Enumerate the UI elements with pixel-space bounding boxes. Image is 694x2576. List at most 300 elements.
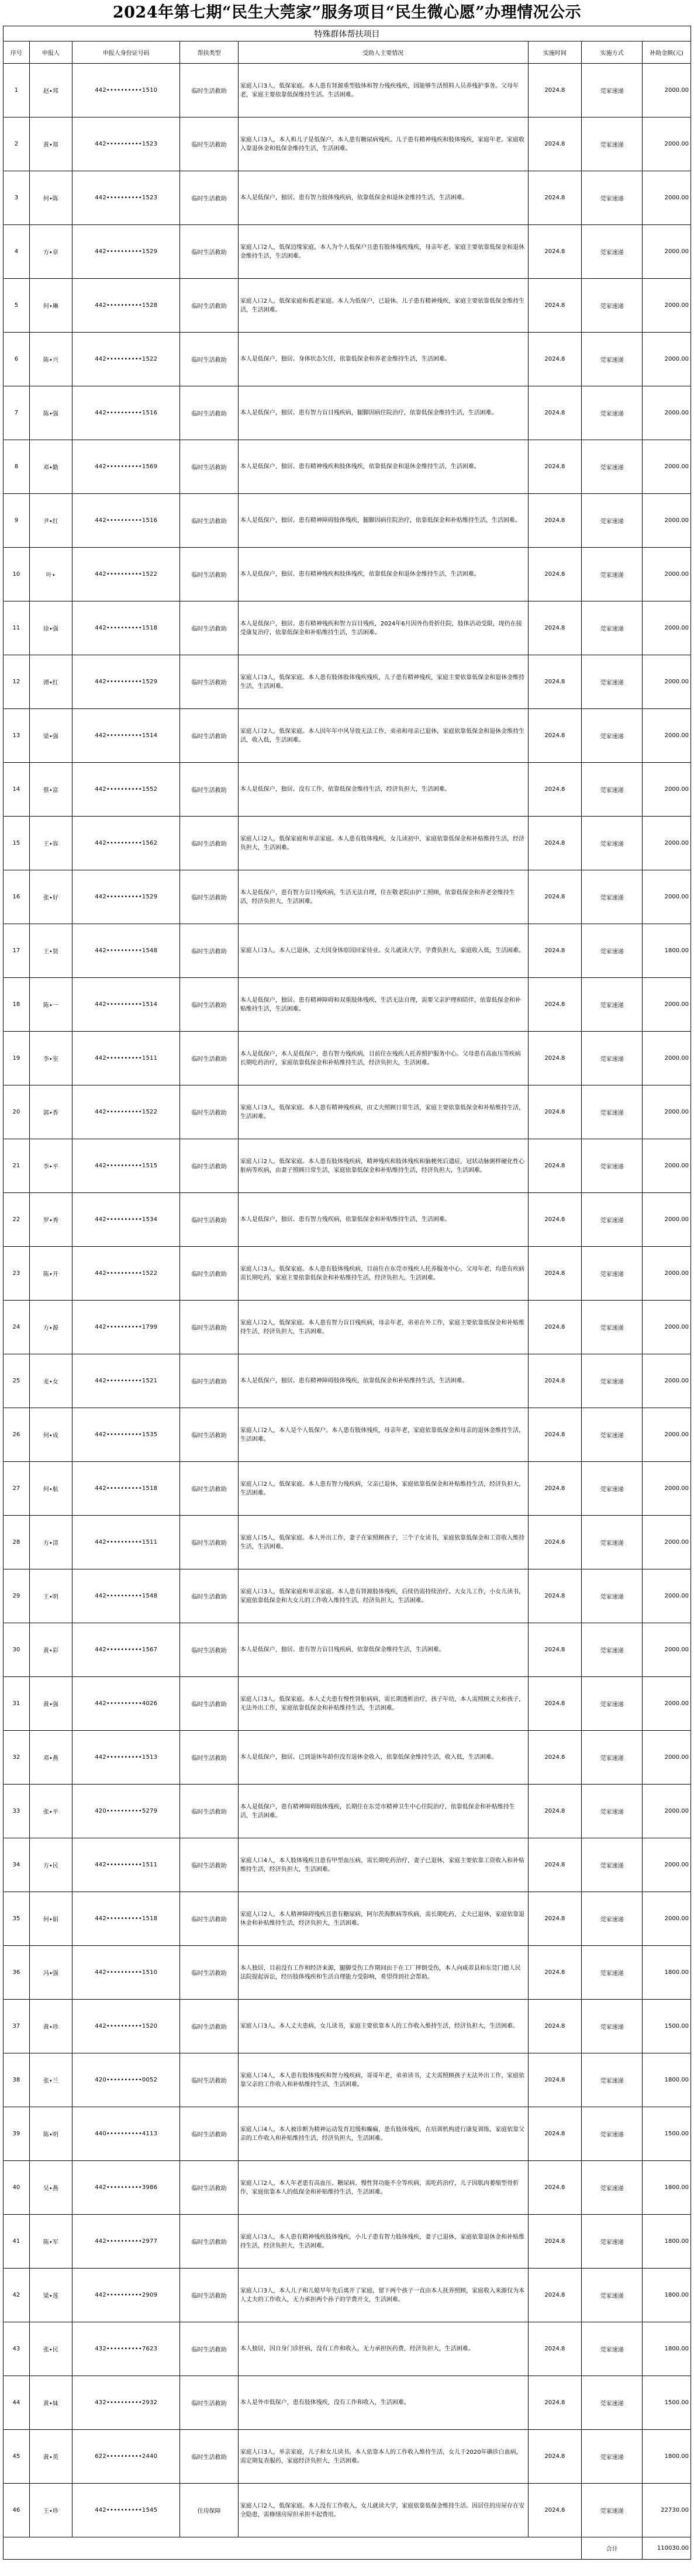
- implementation-method: 莞家速递: [582, 1462, 643, 1516]
- table-row: [4, 2322, 691, 2376]
- row-number: 23: [4, 1247, 30, 1301]
- row-number: 17: [4, 924, 30, 978]
- applicant-name: 徐•强: [29, 601, 72, 655]
- applicant-id: 442••••••••••1548: [72, 924, 180, 978]
- applicant-name: 陈•一: [29, 978, 72, 1032]
- applicant-id: 442••••••••••1520: [72, 2000, 180, 2053]
- row-number: 46: [4, 2484, 30, 2537]
- aid-type: 临时生活救助: [180, 2430, 238, 2484]
- aid-amount: 2000.00: [642, 1677, 690, 1731]
- applicant-id: 442••••••••••1518: [72, 1892, 180, 1946]
- aid-amount: 2000.00: [642, 1838, 690, 1892]
- row-number: 30: [4, 1623, 30, 1677]
- row-number: 4: [4, 225, 30, 279]
- row-number: 3: [4, 171, 30, 225]
- applicant-id: 420••••••••••5279: [72, 1785, 180, 1838]
- aid-amount: 1800.00: [642, 2322, 690, 2376]
- implementation-time: 2024.8: [528, 1892, 582, 1946]
- situation-text: 本人是低保户，本人是低保户，患有智力残疾病，目前住在残疾人托养照护服务中心。父母患有高血压等疾病长期吃药治疗，家庭依靠低保金和补贴维持生活，经济负担大，生活困难。: [238, 1032, 528, 1085]
- table-row: [4, 2430, 691, 2484]
- row-number: 10: [4, 548, 30, 601]
- implementation-method: 莞家速递: [582, 2269, 643, 2322]
- table-row: [4, 2269, 691, 2322]
- implementation-method: 莞家速递: [582, 763, 643, 817]
- implementation-time: 2024.8: [528, 1677, 582, 1731]
- table-row: [4, 1193, 691, 1247]
- implementation-time: 2024.8: [528, 763, 582, 817]
- applicant-id: 442••••••••••3986: [72, 2161, 180, 2215]
- applicant-name: 王•贤: [29, 924, 72, 978]
- applicant-name: 赵•邦: [29, 64, 72, 117]
- applicant-name: 方•民: [29, 1838, 72, 1892]
- implementation-method: 莞家速递: [582, 2161, 643, 2215]
- aid-amount: 2000.00: [642, 1193, 690, 1247]
- table-row: [4, 279, 691, 333]
- table-row: [4, 655, 691, 709]
- aid-type: 临时生活救助: [180, 2215, 238, 2269]
- aid-amount: 2000.00: [642, 440, 690, 494]
- row-number: 34: [4, 1838, 30, 1892]
- situation-text: 家庭人口3人，本人儿子和儿媳早年先后离开了家庭，留下两个孩子一直由本人抚养照顾，家庭收入来源仅为本人丈夫的工作收入，无力承担两个孙子的学费开支，生活困难。: [238, 2269, 528, 2322]
- row-number: 36: [4, 1946, 30, 2000]
- row-number: 43: [4, 2322, 30, 2376]
- implementation-method: 莞家速递: [582, 2215, 643, 2269]
- header-id-number: 申报人身份证号码: [72, 42, 180, 64]
- aid-type: 临时生活救助: [180, 2053, 238, 2107]
- table-row: [4, 978, 691, 1032]
- row-number: 14: [4, 763, 30, 817]
- aid-amount: 22730.00: [642, 2484, 690, 2537]
- implementation-method: 莞家速递: [582, 117, 643, 171]
- row-number: 27: [4, 1462, 30, 1516]
- aid-amount: 2000.00: [642, 1139, 690, 1193]
- situation-text: 家庭人口5人，低保家庭。本人外出工作，妻子在家照顾孩子，三个子女读书，家庭依靠低保金和工资收入维持生活，生活困难。: [238, 1516, 528, 1569]
- aid-amount: 2000.00: [642, 1731, 690, 1785]
- implementation-method: 莞家速递: [582, 2000, 643, 2053]
- implementation-time: 2024.8: [528, 1032, 582, 1085]
- table-row: [4, 386, 691, 440]
- row-number: 32: [4, 1731, 30, 1785]
- aid-amount: 1500.00: [642, 2376, 690, 2430]
- row-number: 29: [4, 1569, 30, 1623]
- applicant-name: 陈•强: [29, 386, 72, 440]
- implementation-method: 莞家速递: [582, 440, 643, 494]
- row-number: 5: [4, 279, 30, 333]
- aid-amount: 2000.00: [642, 1569, 690, 1623]
- applicant-name: 张•兰: [29, 2053, 72, 2107]
- table-row: [4, 1354, 691, 1408]
- situation-text: 家庭人口4人，本人患有肢体残疾和智力残疾病，哥哥年老，弟弟读书，丈夫需照顾孩子无法外出工作，家庭依靠父亲的工作收入和补贴维持生活，生活困难。: [238, 2053, 528, 2107]
- implementation-method: 莞家速递: [582, 2053, 643, 2107]
- aid-type: 临时生活救助: [180, 1354, 238, 1408]
- implementation-time: 2024.8: [528, 1462, 582, 1516]
- row-number: 33: [4, 1785, 30, 1838]
- aid-type: 临时生活救助: [180, 1408, 238, 1462]
- aid-amount: 2000.00: [642, 494, 690, 548]
- situation-text: 本人是低保户，独居。患有精神残疾和肢体残疾，依靠低保金和退休金维持生活，生活困难。: [238, 548, 528, 601]
- applicant-name: 何•航: [29, 1462, 72, 1516]
- table-row: [4, 1677, 691, 1731]
- applicant-name: 谭•红: [29, 655, 72, 709]
- situation-text: 家庭人口2人，低保家庭。本人患有肢体残疾病，精神残疾和肢体残疾和脑梗死后遗症，冠状动脉粥样硬化性心脏病等疾病，由妻子照顾日常生活，家庭依靠低保金和补贴维持生活，经济负担大，生活困难。: [238, 1139, 528, 1193]
- applicant-name: 陈•明: [29, 2107, 72, 2161]
- publicity-table: [3, 26, 691, 2560]
- table-row: [4, 333, 691, 386]
- row-number: 1: [4, 64, 30, 117]
- aid-amount: 2000.00: [642, 548, 690, 601]
- table-row: [4, 1085, 691, 1139]
- aid-amount: 1800.00: [642, 2430, 690, 2484]
- implementation-time: 2024.8: [528, 171, 582, 225]
- applicant-id: 442••••••••••1510: [72, 64, 180, 117]
- situation-text: 家庭人口3人，低保家庭。本人患有精神残疾病，由丈夫照顾日常生活，家庭主要依靠低保金和补贴维持生活，生活困难。: [238, 1085, 528, 1139]
- row-number: 21: [4, 1139, 30, 1193]
- row-number: 13: [4, 709, 30, 763]
- implementation-time: 2024.8: [528, 333, 582, 386]
- implementation-time: 2024.8: [528, 1623, 582, 1677]
- table-row: [4, 601, 691, 655]
- situation-text: 本人是低保户，独居。患有精神障碍肢体残疾，腿脚因病住院治疗，依靠低保金和补贴维持生活，生活困难。: [238, 494, 528, 548]
- situation-text: 本人是低保户，独居。患有精神障碍肢体残疾，依靠低保金和补贴维持生活，生活困难。: [238, 1354, 528, 1408]
- applicant-id: 442••••••••••1552: [72, 763, 180, 817]
- situation-text: 家庭人口3人，低保家庭。本人患有肢体残疾病，目前住在东莞市残疾人托养服务中心，父母年老，均患有疾病需长期吃药，家庭主要依靠低保金和补贴维持生活，经济负担大，生活困难。: [238, 1247, 528, 1301]
- implementation-method: 莞家速递: [582, 1516, 643, 1569]
- aid-type: 临时生活救助: [180, 117, 238, 171]
- applicant-id: 442••••••••••1562: [72, 817, 180, 870]
- row-number: 25: [4, 1354, 30, 1408]
- situation-text: 本人是低保户，独居。没有工作，依靠低保金维持生活，经济负担大，生活困难。: [238, 763, 528, 817]
- implementation-method: 莞家速递: [582, 1301, 643, 1354]
- aid-amount: 1800.00: [642, 2053, 690, 2107]
- implementation-method: 莞家速递: [582, 386, 643, 440]
- header-no: 序号: [4, 42, 30, 64]
- applicant-id: 442••••••••••1511: [72, 1838, 180, 1892]
- aid-type: 临时生活救助: [180, 763, 238, 817]
- aid-type: 临时生活救助: [180, 709, 238, 763]
- applicant-id: 442••••••••••1569: [72, 440, 180, 494]
- row-number: 41: [4, 2215, 30, 2269]
- implementation-method: 莞家速递: [582, 1139, 643, 1193]
- implementation-time: 2024.8: [528, 709, 582, 763]
- situation-text: 家庭人口2人，低保边缘家庭。本人为个人低保户且患有肢体残疾残疾，母亲年老。家庭主要依靠低保金和退休金维持生活，生活困难。: [238, 225, 528, 279]
- implementation-method: 莞家速递: [582, 1731, 643, 1785]
- aid-type: 临时生活救助: [180, 817, 238, 870]
- implementation-time: 2024.8: [528, 2161, 582, 2215]
- situation-text: 家庭人口3人，本人丈夫患病，女儿读书，家庭主要依靠本人的工作收入维持生活，经济负担大，生活困难。: [238, 2000, 528, 2053]
- aid-amount: 2000.00: [642, 763, 690, 817]
- aid-type: 临时生活救助: [180, 2322, 238, 2376]
- row-number: 31: [4, 1677, 30, 1731]
- implementation-time: 2024.8: [528, 2484, 582, 2537]
- implementation-time: 2024.8: [528, 1731, 582, 1785]
- row-number: 40: [4, 2161, 30, 2215]
- aid-amount: 2000.00: [642, 1892, 690, 1946]
- applicant-id: 442••••••••••1522: [72, 333, 180, 386]
- implementation-method: 莞家速递: [582, 1247, 643, 1301]
- applicant-id: 432••••••••••2932: [72, 2376, 180, 2430]
- row-number: 19: [4, 1032, 30, 1085]
- implementation-time: 2024.8: [528, 386, 582, 440]
- applicant-id: 442••••••••••1511: [72, 1516, 180, 1569]
- row-number: 7: [4, 386, 30, 440]
- applicant-name: 陈•开: [29, 1247, 72, 1301]
- aid-type: 临时生活救助: [180, 1569, 238, 1623]
- aid-type: 临时生活救助: [180, 2376, 238, 2430]
- implementation-time: 2024.8: [528, 655, 582, 709]
- row-number: 45: [4, 2430, 30, 2484]
- total-label: 合计: [582, 2537, 643, 2560]
- situation-text: 本人是低保户，独居。患有智力盲目残疾病，依靠低保金维持生活，生活困难。: [238, 1623, 528, 1677]
- implementation-method: 莞家速递: [582, 601, 643, 655]
- situation-text: 家庭人口3人，低保家庭和单亲家庭。本人患有肾源肢体残疾，后续仍需持续治疗。大女儿工作，小女儿读书，家庭依靠低保金和大女儿的工作收入维持生活，经济负担大，生活困难。: [238, 1569, 528, 1623]
- aid-amount: 2000.00: [642, 709, 690, 763]
- applicant-name: 黄•强: [29, 1677, 72, 1731]
- aid-type: 住房保障: [180, 2484, 238, 2537]
- implementation-time: 2024.8: [528, 2322, 582, 2376]
- aid-type: 临时生活救助: [180, 548, 238, 601]
- implementation-time: 2024.8: [528, 2000, 582, 2053]
- applicant-id: 622••••••••••2440: [72, 2430, 180, 2484]
- aid-type: 临时生活救助: [180, 1032, 238, 1085]
- applicant-name: 黄•英: [29, 2430, 72, 2484]
- row-number: 11: [4, 601, 30, 655]
- row-number: 37: [4, 2000, 30, 2053]
- aid-amount: 2000.00: [642, 279, 690, 333]
- row-number: 24: [4, 1301, 30, 1354]
- applicant-id: 442••••••••••1513: [72, 1731, 180, 1785]
- aid-amount: 2000.00: [642, 1516, 690, 1569]
- applicant-name: 方•源: [29, 1301, 72, 1354]
- aid-type: 临时生活救助: [180, 1677, 238, 1731]
- implementation-method: 莞家速递: [582, 279, 643, 333]
- aid-type: 临时生活救助: [180, 64, 238, 117]
- applicant-id: 442••••••••••2909: [72, 2269, 180, 2322]
- table-row: [4, 1731, 691, 1785]
- table-row: [4, 1462, 691, 1516]
- applicant-name: 蔡•富: [29, 763, 72, 817]
- row-number: 26: [4, 1408, 30, 1462]
- applicant-id: 440••••••••••4113: [72, 2107, 180, 2161]
- table-row: [4, 924, 691, 978]
- implementation-time: 2024.8: [528, 1247, 582, 1301]
- table-row: [4, 1892, 691, 1946]
- aid-amount: 2000.00: [642, 386, 690, 440]
- implementation-time: 2024.8: [528, 817, 582, 870]
- implementation-time: 2024.8: [528, 1354, 582, 1408]
- aid-amount: 2000.00: [642, 655, 690, 709]
- aid-type: 临时生活救助: [180, 1785, 238, 1838]
- implementation-method: 莞家速递: [582, 655, 643, 709]
- aid-amount: 2000.00: [642, 225, 690, 279]
- aid-type: 临时生活救助: [180, 601, 238, 655]
- aid-amount: 2000.00: [642, 978, 690, 1032]
- applicant-id: 442••••••••••1545: [72, 2484, 180, 2537]
- row-number: 35: [4, 1892, 30, 1946]
- implementation-method: 莞家速递: [582, 2484, 643, 2537]
- situation-text: 家庭人口3人，低保家庭。本人患有肾源重型肢体和智力残疾残疾，因能够生活照料人员养残护事务。父母年老，家庭主要依靠低保维持生活。生活困难。: [238, 64, 528, 117]
- implementation-time: 2024.8: [528, 494, 582, 548]
- table-row: [4, 2376, 691, 2430]
- situation-text: 本人独居，因自身门诊肝病，没有工作和收入，无力承担医药费，经济负担大，生活困难。: [238, 2322, 528, 2376]
- implementation-time: 2024.8: [528, 870, 582, 924]
- row-number: 44: [4, 2376, 30, 2430]
- implementation-time: 2024.8: [528, 924, 582, 978]
- aid-type: 临时生活救助: [180, 1623, 238, 1677]
- table-subtitle-row: [4, 26, 691, 42]
- table-row: [4, 494, 691, 548]
- aid-type: 临时生活救助: [180, 2269, 238, 2322]
- implementation-time: 2024.8: [528, 440, 582, 494]
- implementation-method: 莞家速递: [582, 548, 643, 601]
- implementation-time: 2024.8: [528, 2269, 582, 2322]
- applicant-name: 麦•女: [29, 1354, 72, 1408]
- table-row: [4, 1139, 691, 1193]
- header-aid-type: 帮扶类型: [180, 42, 238, 64]
- table-body: [4, 64, 691, 2537]
- aid-type: 临时生活救助: [180, 978, 238, 1032]
- implementation-method: 莞家速递: [582, 709, 643, 763]
- implementation-method: 莞家速递: [582, 1032, 643, 1085]
- applicant-name: 何•陈: [29, 171, 72, 225]
- aid-type: 临时生活救助: [180, 494, 238, 548]
- applicant-id: 420••••••••••0052: [72, 2053, 180, 2107]
- applicant-name: 黄•妹: [29, 2376, 72, 2430]
- situation-text: 本人是低保户，独居。患有精神残疾和智力盲目残疾，2024年6月因外伤骨折住院，肢体活动受限，现仍在接受康复治疗，依靠低保金和补贴维持生活，生活困难。: [238, 601, 528, 655]
- header-amount: 补助金额(元): [642, 42, 690, 64]
- aid-type: 临时生活救助: [180, 2000, 238, 2053]
- aid-amount: 1800.00: [642, 2269, 690, 2322]
- table-row: [4, 548, 691, 601]
- aid-amount: 1800.00: [642, 1946, 690, 2000]
- applicant-name: 王•明: [29, 1569, 72, 1623]
- implementation-time: 2024.8: [528, 117, 582, 171]
- implementation-time: 2024.8: [528, 1569, 582, 1623]
- situation-text: 家庭人口3人，本人患有精神残疾肢体残疾，小儿子患有智力肢体残疾，妻子已退休，家庭依靠退休金和补贴维持生活，经济负担大，生活困难。: [238, 2215, 528, 2269]
- table-row: [4, 1838, 691, 1892]
- applicant-name: 李•平: [29, 1139, 72, 1193]
- aid-type: 临时生活救助: [180, 386, 238, 440]
- aid-type: 临时生活救助: [180, 225, 238, 279]
- table-row: [4, 817, 691, 870]
- situation-text: 家庭人口2人，本人精神障碍残疾且患有糖尿病，阿尔茨海默病等疾病，需长期吃药，丈夫已退休，家庭依靠退休金和补贴维持生活，经济负担大，生活困难。: [238, 1892, 528, 1946]
- applicant-id: 442••••••••••1522: [72, 1085, 180, 1139]
- applicant-id: 442••••••••••1515: [72, 1139, 180, 1193]
- aid-type: 临时生活救助: [180, 1301, 238, 1354]
- aid-amount: 2000.00: [642, 1785, 690, 1838]
- table-row: [4, 1623, 691, 1677]
- implementation-method: 莞家速递: [582, 1408, 643, 1462]
- situation-text: 本人是低保户，独居。患有精神残疾和肢体残疾，依靠低保金和退休金维持生活，生活困难。: [238, 440, 528, 494]
- situation-text: 本人是低保户，患有精神障碍肢体残疾，长期住在东莞市精神卫生中心住院治疗，依靠低保金和补贴维持生活，生活困难。: [238, 1785, 528, 1838]
- applicant-name: 何•娟: [29, 1892, 72, 1946]
- situation-text: 家庭人口2人，本人是个人低保户。本人患有肢体残疾，母亲年老，家庭依靠低保金和母亲的退休金维持生活，生活困难。: [238, 1408, 528, 1462]
- row-number: 2: [4, 117, 30, 171]
- table-row: [4, 1785, 691, 1838]
- situation-text: 本人是低保户，独居。患有精神障碍和双重肢体残疾，生活无法自理，需要父亲护理和陪伴，依靠低保金和补贴维持生活，生活困难。: [238, 978, 528, 1032]
- aid-amount: 1800.00: [642, 2161, 690, 2215]
- aid-type: 临时生活救助: [180, 1247, 238, 1301]
- row-number: 8: [4, 440, 30, 494]
- applicant-name: 何•成: [29, 1408, 72, 1462]
- implementation-time: 2024.8: [528, 1301, 582, 1354]
- row-number: 6: [4, 333, 30, 386]
- table-row: [4, 2484, 691, 2537]
- situation-text: 家庭人口2人，本人年老患有高血压、糖尿病、慢性肾功能不全等疾病，需吃药治疗，儿子因肌肉萎缩型骨折作，家庭依靠本人的低保金和补贴维持生活，生活困难。: [238, 2161, 528, 2215]
- table-row: [4, 225, 691, 279]
- applicant-id: 442••••••••••1567: [72, 1623, 180, 1677]
- implementation-time: 2024.8: [528, 1516, 582, 1569]
- aid-type: 临时生活救助: [180, 440, 238, 494]
- situation-text: 家庭人口3人，低保家庭。本人患有肢体肢体残疾残疾，儿子患有精神残疾，家庭主要依靠低保金和退休金维持生活，生活困难。: [238, 655, 528, 709]
- aid-type: 临时生活救助: [180, 870, 238, 924]
- aid-type: 临时生活救助: [180, 1838, 238, 1892]
- applicant-id: 442••••••••••1522: [72, 548, 180, 601]
- table-row: [4, 2107, 691, 2161]
- implementation-method: 莞家速递: [582, 1085, 643, 1139]
- situation-text: 家庭人口2人，低保家庭和单亲家庭。本人患有肢体残疾，女儿读初中，家庭依靠低保金和补贴维持生活，经济负担大，生活困难。: [238, 817, 528, 870]
- header-applicant: 申报人: [29, 42, 72, 64]
- aid-amount: 2000.00: [642, 817, 690, 870]
- applicant-id: 442••••••••••1523: [72, 171, 180, 225]
- applicant-name: 梁•强: [29, 709, 72, 763]
- header-situation: 受助人主要情况: [238, 42, 528, 64]
- row-number: 9: [4, 494, 30, 548]
- implementation-time: 2024.8: [528, 1838, 582, 1892]
- row-number: 22: [4, 1193, 30, 1247]
- situation-text: 家庭人口3人，本人已退休，丈夫因身体原因回家待业。女儿就读大学，学费负担大，家庭收入低，生活困难。: [238, 924, 528, 978]
- table-row: [4, 763, 691, 817]
- implementation-method: 莞家速递: [582, 171, 643, 225]
- aid-amount: 2000.00: [642, 1247, 690, 1301]
- applicant-id: 442••••••••••1528: [72, 279, 180, 333]
- applicant-id: 442••••••••••1518: [72, 1462, 180, 1516]
- table-row: [4, 1569, 691, 1623]
- aid-amount: 2000.00: [642, 64, 690, 117]
- situation-text: 本人是低保户，独居。已到退休年龄但没有退休金收入，依靠低保金维持生活，收入低，生活困难。: [238, 1731, 528, 1785]
- implementation-method: 莞家速递: [582, 924, 643, 978]
- row-number: 15: [4, 817, 30, 870]
- row-number: 42: [4, 2269, 30, 2322]
- aid-type: 临时生活救助: [180, 924, 238, 978]
- implementation-time: 2024.8: [528, 601, 582, 655]
- table-header-row: [4, 42, 691, 64]
- situation-text: 本人是低保户，独居。患有智力肢体残疾病，依靠低保金和退休金维持生活，生活困难。: [238, 171, 528, 225]
- aid-type: 临时生活救助: [180, 1139, 238, 1193]
- aid-amount: 2000.00: [642, 1354, 690, 1408]
- table-row: [4, 2000, 691, 2053]
- applicant-name: 邓•燕: [29, 1731, 72, 1785]
- implementation-time: 2024.8: [528, 279, 582, 333]
- implementation-method: 莞家速递: [582, 2376, 643, 2430]
- implementation-method: 莞家速递: [582, 870, 643, 924]
- situation-text: 家庭人口2人，低保家庭。本人没有工作收入，女儿就读大学，家庭依靠低保金维持生活。因居住的房屋存在安全隐患，需修缮房屋但承担不起费用。: [238, 2484, 528, 2537]
- table-row: [4, 1032, 691, 1085]
- implementation-method: 莞家速递: [582, 333, 643, 386]
- situation-text: 本人是低保户，独居。患有智力残疾病，依靠低保金和补贴维持生活，生活困难。: [238, 1193, 528, 1247]
- applicant-name: 张•民: [29, 2322, 72, 2376]
- applicant-id: 442••••••••••1518: [72, 601, 180, 655]
- situation-text: 家庭人口4人，本人被诊断为精神运动发育迟缓和癫痫，患有肢体残疾，在培训机构进行康复训练，家庭依靠父亲的工作收入和补贴维持生活，经济负担大，生活困难。: [238, 2107, 528, 2161]
- applicant-name: 方•清: [29, 1516, 72, 1569]
- table-row: [4, 64, 691, 117]
- applicant-id: 442••••••••••1516: [72, 494, 180, 548]
- applicant-name: 王•容: [29, 817, 72, 870]
- applicant-name: 吴•燕: [29, 2161, 72, 2215]
- applicant-id: 442••••••••••1523: [72, 117, 180, 171]
- aid-amount: 2000.00: [642, 333, 690, 386]
- applicant-id: 442••••••••••1548: [72, 1569, 180, 1623]
- header-method: 实施方式: [582, 42, 643, 64]
